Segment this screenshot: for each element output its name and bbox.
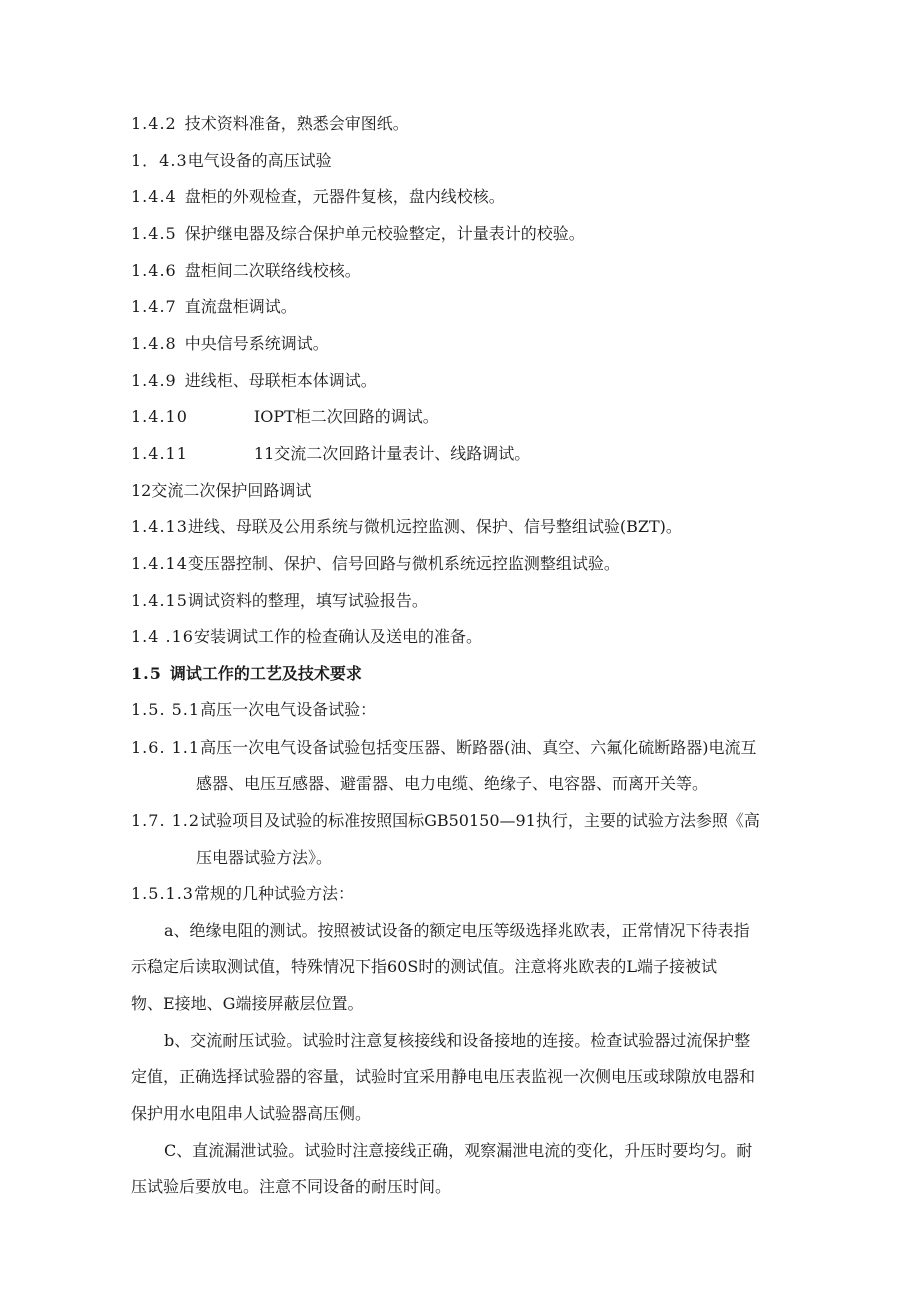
item-text: 电气设备的高压试验 [187,151,332,170]
paragraph-b-line-1 [164,1031,750,1051]
list-item-1-4-7 [131,297,297,317]
paragraph-a-line-2 [131,957,717,977]
item-number: 1.4.6 [131,261,177,280]
subsection-number: 1.5. 5.1 [131,700,201,719]
subsection-3-continuation [196,848,332,868]
section-title: 调试工作的工艺及技术要求 [169,664,362,683]
list-item-1-4-15 [131,591,428,611]
subsection-2-continuation [196,774,708,794]
list-item-1-4-11 [131,444,530,464]
subsection-text: 常规的几种试验方法： [193,884,354,903]
item-text: 调试资料的整理，填写试验报告。 [187,591,428,610]
item-number: 1.4.13 [131,517,188,536]
item-text: 直流盘柜调试。 [184,297,297,316]
subsection-2 [131,738,757,758]
paragraph-c-line-1 [164,1141,752,1161]
item-number: 1.4.15 [131,591,188,610]
paragraph-text: a、绝缘电阻的测试。按照被试设备的额定电压等级选择兆欧表，正常情况下待表指 [164,921,750,940]
item-number: 1．4.3 [131,151,188,170]
item-text: 12交流二次保护回路调试 [131,481,312,500]
subsection-number: 1.5.1.3 [131,884,194,903]
subsection-4 [131,884,354,904]
paragraph-text: b、交流耐压试验。试验时注意复核接线和设备接地的连接。检查试验器过流保护整 [164,1031,751,1050]
paragraph-b-line-2 [131,1067,755,1087]
item-number: 1.4.8 [131,334,177,353]
paragraph-text: 压试验后要放电。注意不同设备的耐压时间。 [131,1177,452,1196]
subsection-text: 压电器试验方法》。 [196,848,333,867]
list-item-1-4-2 [131,114,409,134]
paragraph-text: 定值，正确选择试验器的容量，试验时宜采用静电电压表监视一次侧电压或球隙放电器和 [131,1067,756,1086]
list-item-1-4-14 [131,554,620,574]
subsection-3 [131,811,760,831]
item-text: IOPT柜二次回路的调试。 [253,407,439,426]
paragraph-b-line-3 [131,1104,371,1124]
subsection-number: 1.6. 1.1 [131,738,201,757]
subsection-text: 感器、电压互感器、避雷器、电力电缆、绝缘子、电容器、而离开关等。 [196,774,709,793]
paragraph-c-line-2 [131,1177,451,1197]
list-item-1-4-6 [131,261,361,281]
subsection-text: 试验项目及试验的标准按照国标GB50150—91执行，主要的试验方法参照《高 [200,811,760,830]
item-text: 进线、母联及公用系统与微机远控监测、保护、信号整组试验(BZT)。 [187,517,682,536]
item-number: 1.4.4 [131,187,177,206]
subsection-text: 高压一次电气设备试验包括变压器、断路器(油、真空、六氟化硫断路器)电流互 [200,738,757,757]
item-number: 1.4.14 [131,554,188,573]
item-text: 安装调试工作的检查确认及送电的准备。 [193,627,482,646]
item-text: 中央信号系统调试。 [184,334,329,353]
item-number: 1.4.11 [131,444,188,463]
list-item-1-4-10 [131,407,439,427]
subsection-text: 高压一次电气设备试验： [200,700,377,719]
item-text: 盘柜的外观检查，元器件复核，盘内线校核。 [184,187,505,206]
list-item-1-4-8 [131,334,329,354]
item-text: 保护继电器及综合保护单元校验整定，计量表计的校验。 [184,224,585,243]
list-item-1-4-9 [131,371,377,391]
list-item-1-4-13 [131,517,682,537]
section-heading [131,664,362,684]
subsection-number: 1.7. 1.2 [131,811,201,830]
item-number: 1.4.10 [131,407,188,426]
paragraph-text: 物、E接地、G端接屏蔽层位置。 [131,994,364,1013]
paragraph-text: 保护用水电阻串人试验器高压侧。 [131,1104,372,1123]
list-item-1-4-16 [131,627,482,647]
item-text: 11交流二次回路计量表计、线路调试。 [253,444,531,463]
subsection-1 [131,700,376,720]
section-number: 1.5 [131,664,162,683]
list-item-1-4-5 [131,224,585,244]
item-number: 1.4.9 [131,371,177,390]
item-number: 1.4.5 [131,224,177,243]
list-item-12 [131,481,311,501]
item-number: 1.4.2 [131,114,177,133]
item-text: 进线柜、母联柜本体调试。 [184,371,377,390]
paragraph-text: C、直流漏泄试验。试验时注意接线正确，观察漏泄电流的变化，升压时要均匀。耐 [164,1141,753,1160]
paragraph-a-line-3 [131,994,363,1014]
paragraph-a-line-1 [164,921,750,941]
item-text: 技术资料准备，熟悉会审图纸。 [184,114,409,133]
paragraph-text: 示稳定后读取测试值，特殊情况下指60S时的测试值。注意将兆欧表的L端子接被试 [131,957,717,976]
item-number: 1.4.7 [131,297,177,316]
list-item-1-4-3 [131,151,332,171]
item-text: 变压器控制、保护、信号回路与微机系统远控监测整组试验。 [187,554,620,573]
list-item-1-4-4 [131,187,505,207]
item-number: 1.4 .16 [131,627,194,646]
item-text: 盘柜间二次联络线校核。 [184,261,361,280]
